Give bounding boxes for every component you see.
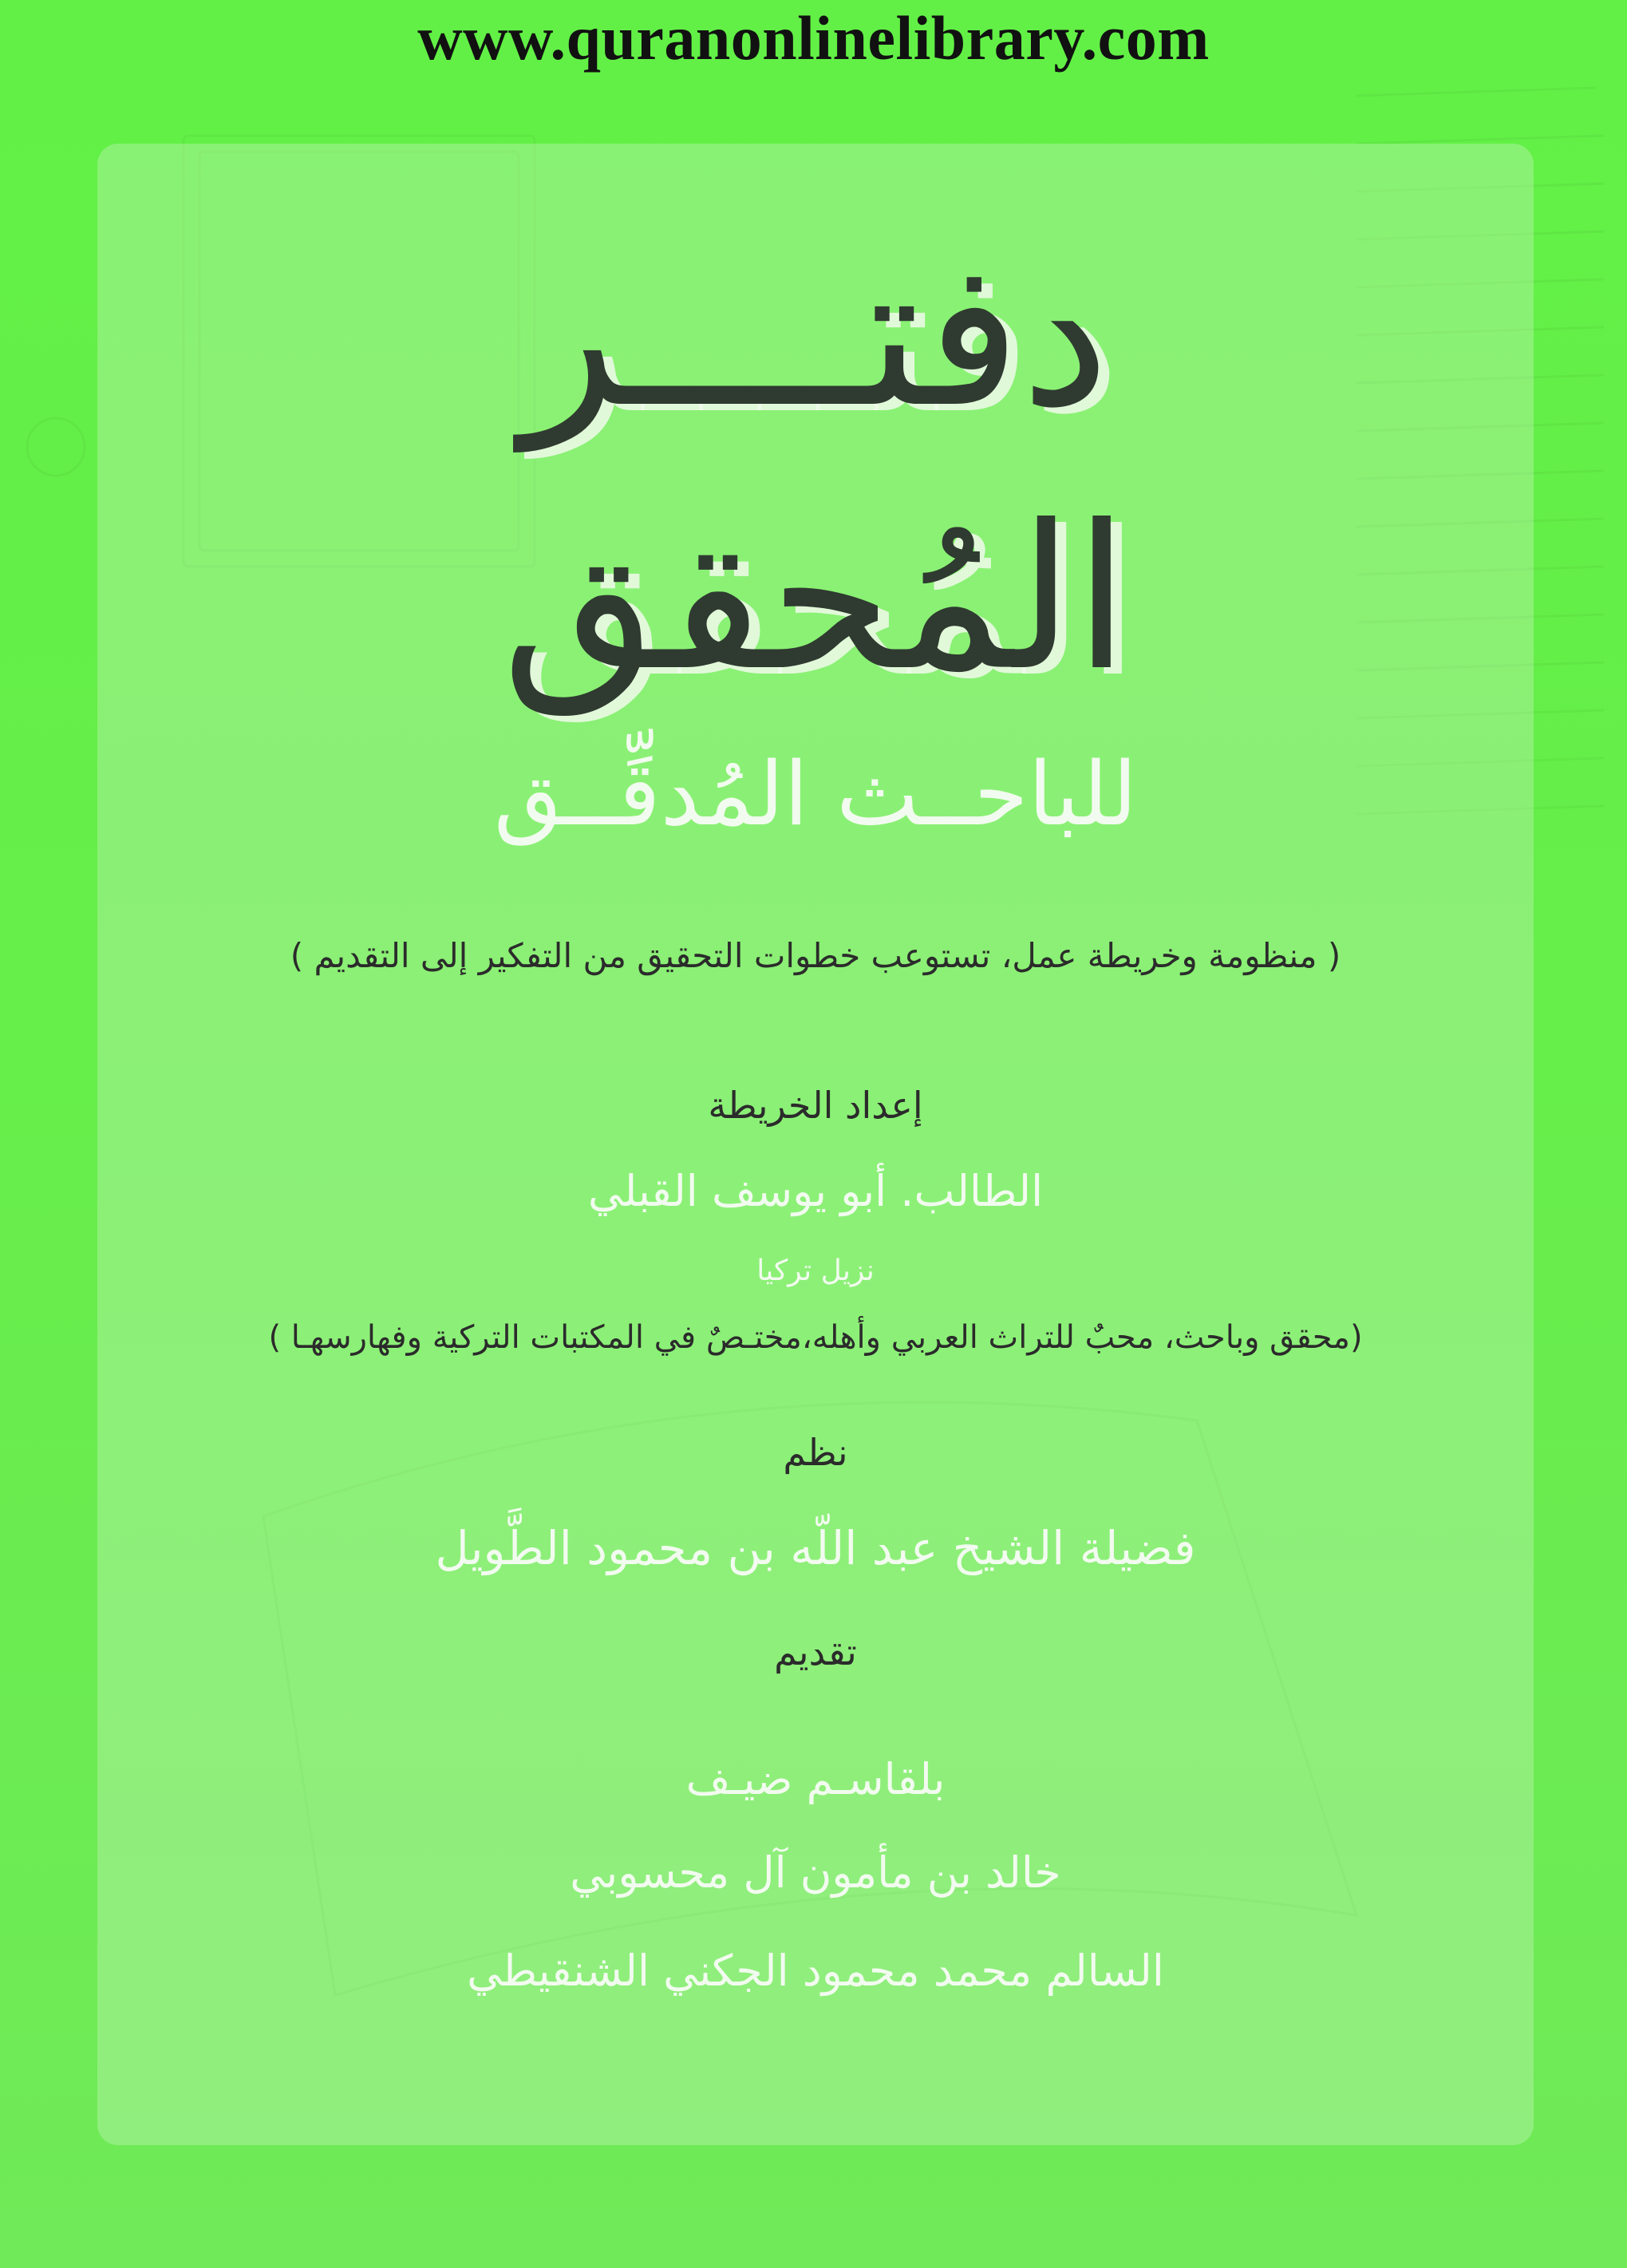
presenter-name: بلقاسـم ضيـف (685, 1754, 946, 1804)
author-bio: (محقق وباحث، محبٌ للتراث العربي وأهله،مختـصٌ في المكتبات التركية وفهارسهـا ) (268, 1319, 1363, 1356)
poet-name: فضيلة الشيخ عبد اللّه بن محمود الطَّويل (435, 1521, 1196, 1575)
taqdim-label: تقديم (774, 1630, 857, 1673)
cover-subtitle: للباحــث المُدقِّــق (493, 743, 1138, 845)
site-url[interactable]: www.quranonlinelibrary.com (417, 3, 1210, 73)
presenter-name: خالد بن مأمون آل محسوبي (570, 1847, 1061, 1898)
presenter-name: السالم محمد محمود الجكني الشنقيطي (467, 1946, 1164, 1996)
cover-title-line1: دفتــــر (521, 219, 1110, 451)
cover-title-line2: المُحقق (501, 482, 1130, 714)
nazm-label: نظم (783, 1431, 848, 1474)
author-name: الطالب. أبو يوسف القبلي (587, 1166, 1044, 1216)
prepared-label: إعداد الخريطة (708, 1084, 923, 1127)
cover-description: ( منظومة وخريطة عمل، تستوعب خطوات التحقيق من التفكير إلى التقديم ) (290, 936, 1341, 975)
author-residence: نزيل تركيا (756, 1255, 875, 1287)
